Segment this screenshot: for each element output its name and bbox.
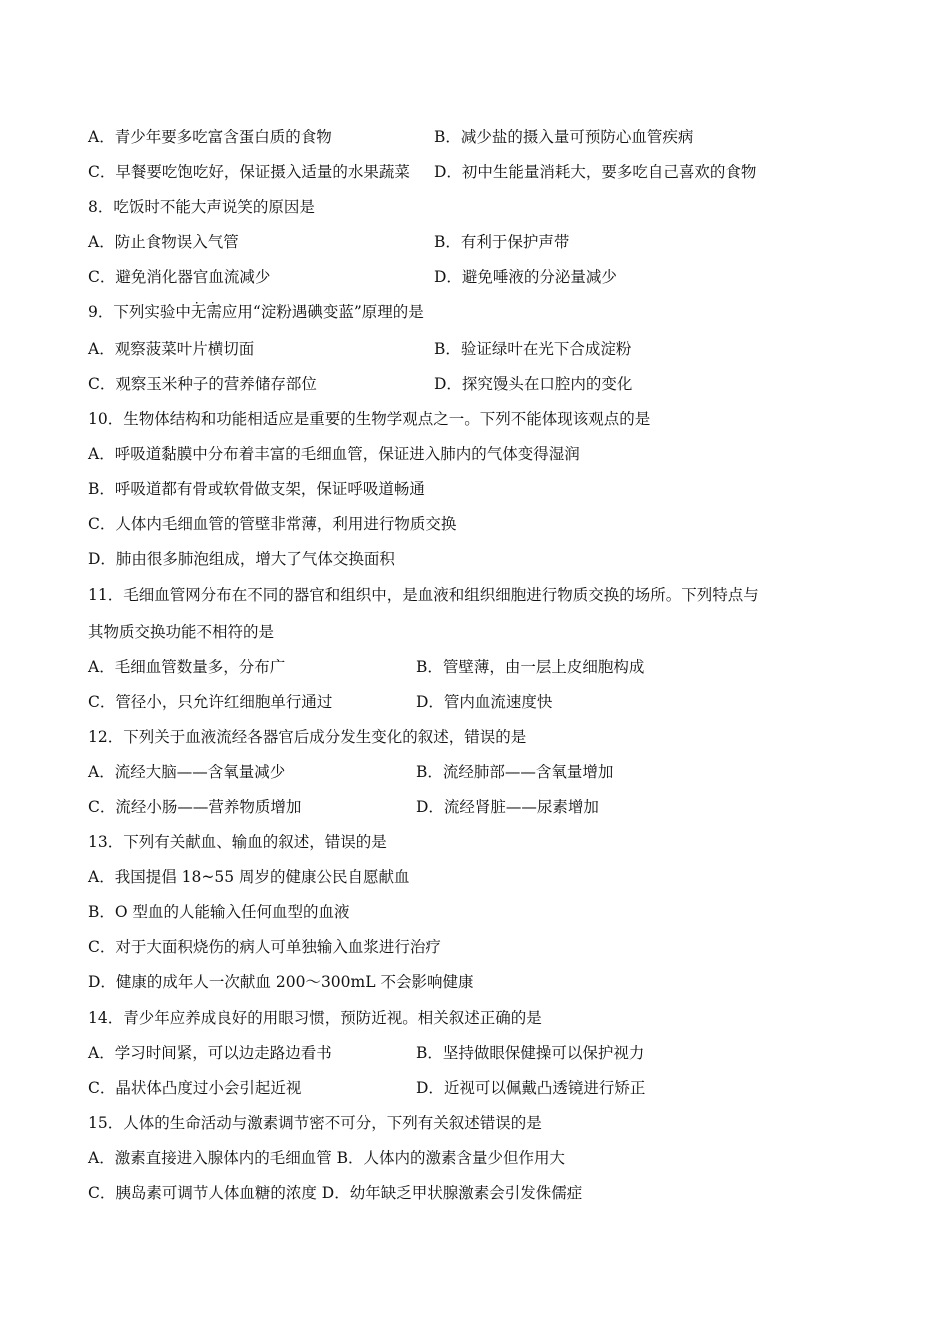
- q9-stem-emph-text: 无需: [190, 303, 222, 321]
- q11-option-a: A．毛细血管数量多，分布广: [88, 658, 286, 676]
- q13-option-a: A．我国提倡 18~55 周岁的健康公民自愿献血: [88, 868, 410, 886]
- q11-stem-line2: 其物质交换功能不相符的是: [88, 623, 275, 641]
- q12-option-a: A．流经大脑——含氧量减少: [88, 763, 286, 781]
- q11-option-d: D．管内血流速度快: [416, 693, 553, 711]
- q12-option-d: D．流经肾脏——尿素增加: [416, 798, 599, 816]
- q7-option-a: A．青少年要多吃富含蛋白质的食物: [88, 128, 332, 146]
- q10-option-c: C．人体内毛细血管的管壁非常薄，利用进行物质交换: [88, 515, 457, 533]
- q10-option-a: A．呼吸道黏膜中分布着丰富的毛细血管，保证进入肺内的气体变得湿润: [88, 445, 580, 463]
- q11-option-b: B．管壁薄，由一层上皮细胞构成: [416, 658, 645, 676]
- q8-option-d: D．避免唾液的分泌量减少: [434, 268, 617, 286]
- q7-option-c: C．早餐要吃饱吃好，保证摄入适量的水果蔬菜: [88, 163, 410, 181]
- q9-stem: [88, 292, 424, 322]
- q14-option-b: B．坚持做眼保健操可以保护视力: [416, 1044, 645, 1062]
- q8-option-b: B．有利于保护声带: [434, 233, 570, 251]
- q14-option-c: C．晶状体凸度过小会引起近视: [88, 1079, 302, 1097]
- q14-stem: 14．青少年应养成良好的用眼习惯，预防近视。相关叙述正确的是: [88, 1009, 542, 1027]
- q15-stem: 15．人体的生命活动与激素调节密不可分，下列有关叙述错误的是: [88, 1114, 542, 1132]
- q9-stem-after: 应用“淀粉遇碘变蓝”原理的是: [221, 303, 424, 321]
- q13-option-b: B．O 型血的人能输入任何血型的血液: [88, 903, 350, 921]
- q13-option-d: D．健康的成年人一次献血 200～300mL 不会影响健康: [88, 973, 474, 991]
- q9-option-a: A．观察菠菜叶片横切面: [88, 340, 255, 358]
- q13-option-c: C．对于大面积烧伤的病人可单独输入血浆进行治疗: [88, 938, 441, 956]
- q9-option-c: C．观察玉米种子的营养储存部位: [88, 375, 317, 393]
- q10-stem: 10．生物体结构和功能相适应是重要的生物学观点之一。下列不能体现该观点的是: [88, 410, 651, 428]
- q14-option-d: D．近视可以佩戴凸透镜进行矫正: [416, 1079, 646, 1097]
- q11-stem-line1: 11．毛细血管网分布在不同的器官和组织中，是血液和组织细胞进行物质交换的场所。下列特点与: [88, 586, 759, 604]
- q8-stem: 8．吃饭时不能大声说笑的原因是: [88, 198, 315, 216]
- q11-option-c: C．管径小，只允许红细胞单行通过: [88, 693, 333, 711]
- q7-option-b: B．减少盐的摄入量可预防心血管疾病: [434, 128, 694, 146]
- emphasis-dot: ．: [194, 292, 207, 306]
- q8-option-c: C．避免消化器官血流减少: [88, 268, 271, 286]
- emphasis-dot: ．: [210, 292, 223, 306]
- q12-stem: 12．下列关于血液流经各器官后成分发生变化的叙述，错误的是: [88, 728, 527, 746]
- q12-option-c: C．流经小肠——营养物质增加: [88, 798, 302, 816]
- q9-option-d: D．探究馒头在口腔内的变化: [434, 375, 633, 393]
- q14-option-a: A．学习时间紧，可以边走路边看书: [88, 1044, 332, 1062]
- q9-option-b: B．验证绿叶在光下合成淀粉: [434, 340, 632, 358]
- q10-option-b: B．呼吸道都有骨或软骨做支架，保证呼吸道畅通: [88, 480, 425, 498]
- q15-options-ab: A．激素直接进入腺体内的毛细血管 B．人体内的激素含量少但作用大: [88, 1149, 566, 1167]
- q8-option-a: A．防止食物误入气管: [88, 233, 239, 251]
- q12-option-b: B．流经肺部——含氧量增加: [416, 763, 614, 781]
- q10-option-d: D．肺由很多肺泡组成，增大了气体交换面积: [88, 550, 395, 568]
- q9-stem-before: 9．下列实验中: [88, 303, 191, 321]
- q9-stem-emphasis: [190, 292, 223, 322]
- q7-option-d: D．初中生能量消耗大，要多吃自己喜欢的食物: [434, 163, 757, 181]
- q13-stem: 13．下列有关献血、输血的叙述，错误的是: [88, 833, 387, 851]
- q15-options-cd: C．胰岛素可调节人体血糖的浓度 D．幼年缺乏甲状腺激素会引发侏儒症: [88, 1184, 583, 1202]
